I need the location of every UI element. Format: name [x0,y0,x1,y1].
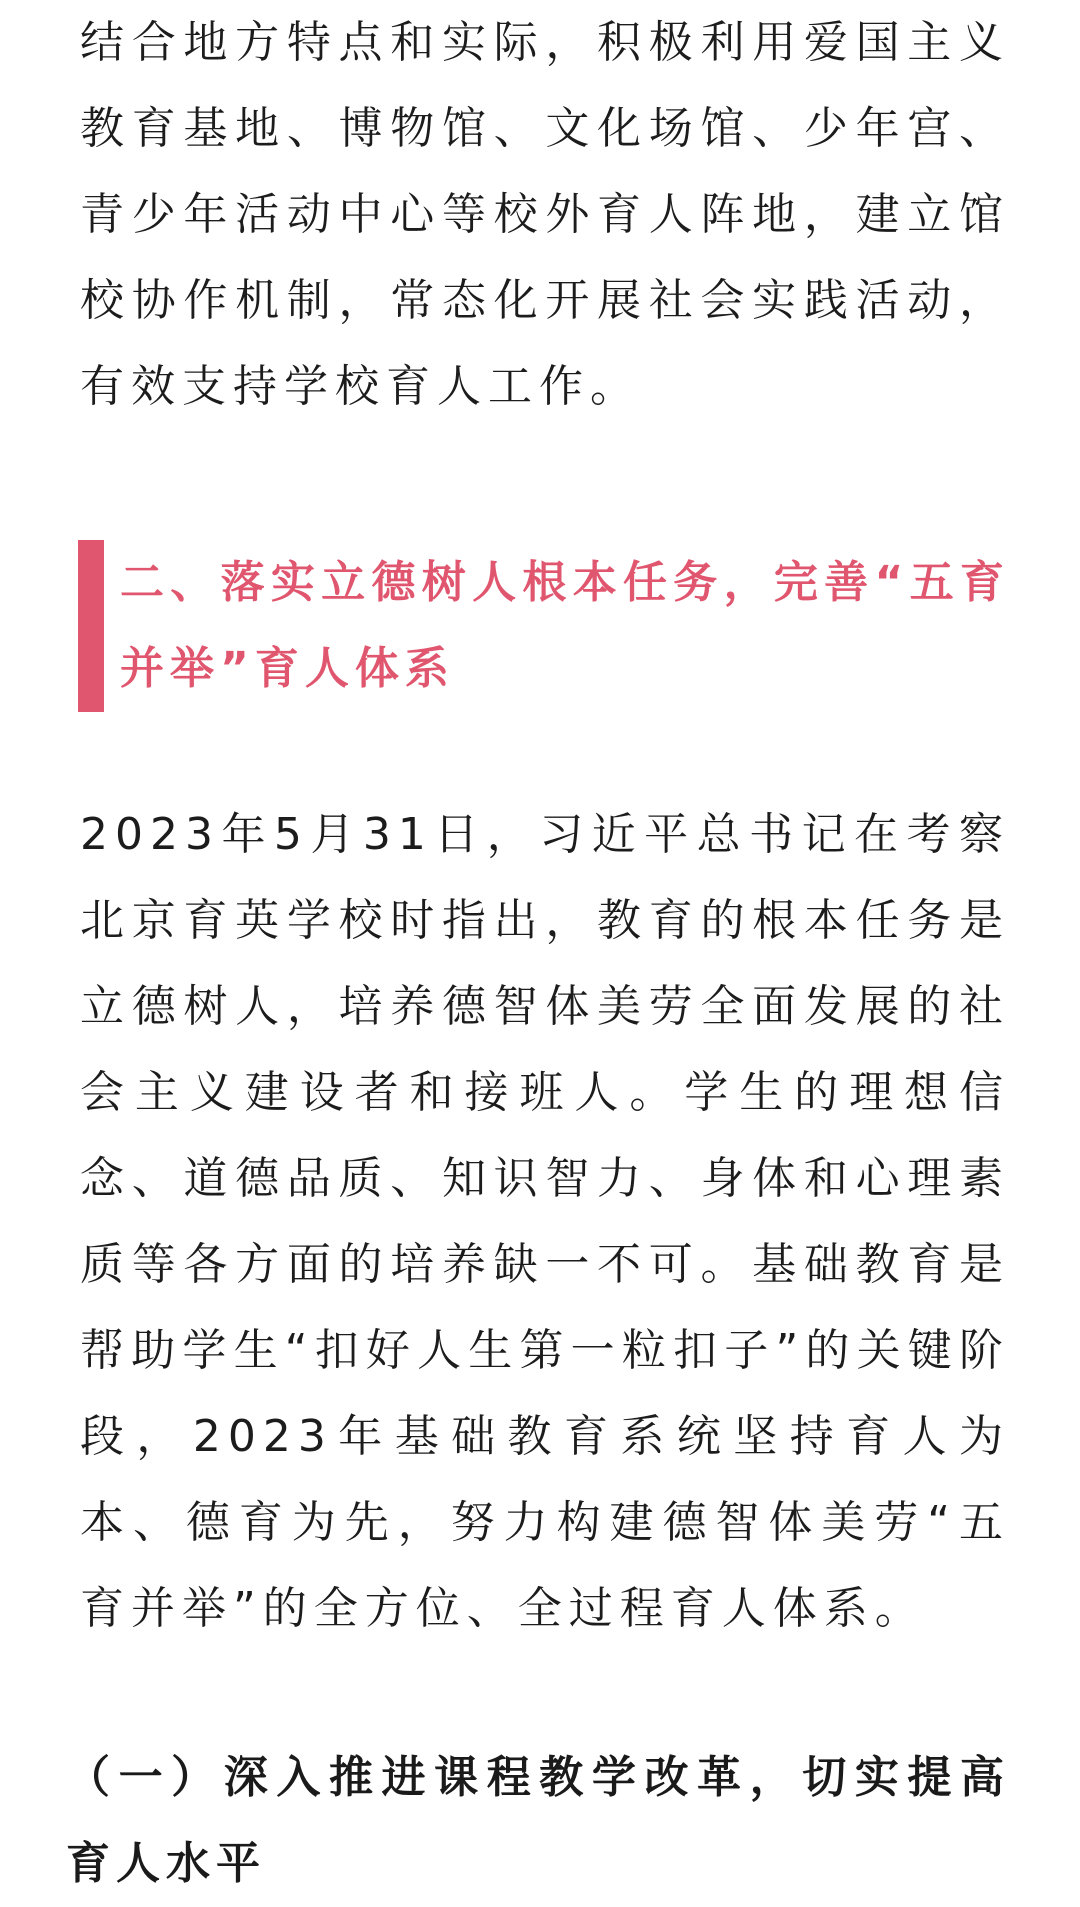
paragraph-school-outreach: 结合地方特点和实际，积极利用爱国主义教育基地、博物馆、文化场馆、少年宫、青少年活动中心等校外育人阵地，建立馆校协作机制，常态化开展社会实践活动，有效支持学校育人工作。 [80,17,1010,412]
paragraph-moral-education: 2023年5月31日，习近平总书记在考察北京育英学校时指出，教育的根本任务是立德树人，培养德智体美劳全面发展的社会主义建设者和接班人。学生的理想信念、道德品质、知识智力、身体和心理素质等各方面的培养缺一不可。基础教育是帮助学生“扣好人生第一粒扣子”的关键阶段，2023年基础教育系统坚持育人为本、德育为先，努力构建德智体美劳“五育并举”的全方位、全过程育人体系。 [80,809,1010,1634]
section-heading [78,540,1010,712]
heading-accent-bar [78,540,104,712]
section-heading-text: 二、落实立德树人根本任务，完善“五育并举”育人体系 [120,557,1010,694]
sub-heading: （一）深入推进课程教学改革，切实提高育人水平 [66,1752,1010,1889]
